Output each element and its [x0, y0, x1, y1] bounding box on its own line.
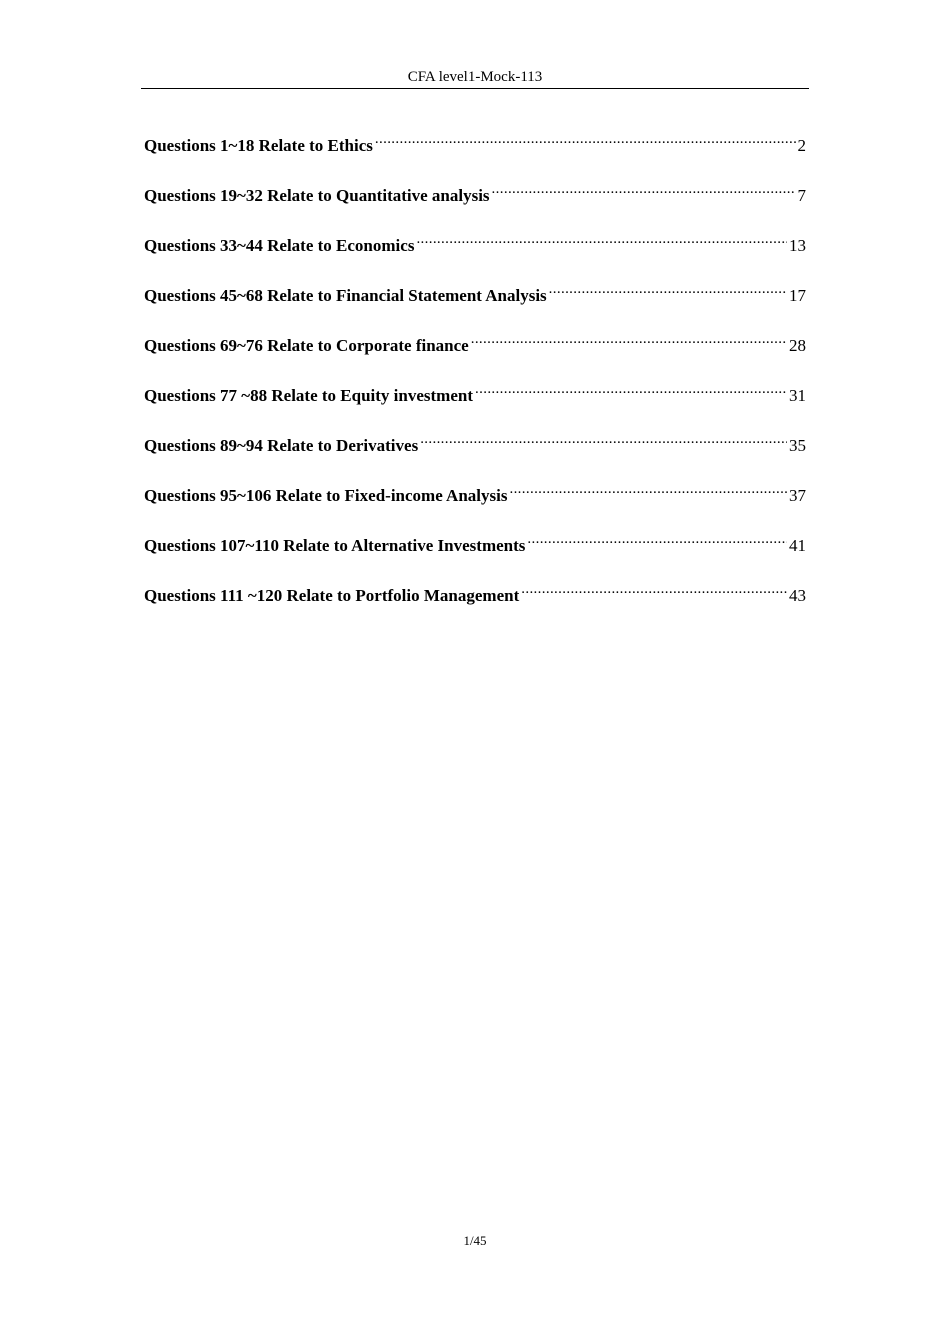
toc-entry-corporate-finance[interactable]: [144, 329, 806, 379]
toc-entry-page-number: 37: [789, 486, 806, 505]
toc-entry-quantitative-analysis[interactable]: [144, 179, 806, 229]
toc-entry-title: Questions 111 ~120 Relate to Portfolio Management: [144, 586, 520, 605]
toc-entry-title: Questions 107~110 Relate to Alternative Investments: [144, 536, 526, 555]
toc-entry-economics[interactable]: [144, 229, 806, 279]
toc-dot-leader: [549, 279, 787, 301]
toc-entry-title: Questions 45~68 Relate to Financial Statement Analysis: [144, 286, 547, 305]
toc-entry-fixed-income-analysis[interactable]: [144, 479, 806, 529]
table-of-contents: [144, 129, 806, 629]
toc-entry-ethics[interactable]: [144, 129, 806, 179]
toc-dot-leader: [527, 529, 787, 551]
toc-entry-title: Questions 69~76 Relate to Corporate finance: [144, 336, 469, 355]
toc-entry-page-number: 28: [789, 336, 806, 355]
toc-entry-page-number: 35: [789, 436, 806, 455]
toc-entry-title: Questions 89~94 Relate to Derivatives: [144, 436, 419, 455]
toc-dot-leader: [521, 579, 787, 601]
toc-entry-page-number: 41: [789, 536, 806, 555]
toc-dot-leader: [509, 479, 787, 501]
toc-entry-title: Questions 19~32 Relate to Quantitative analysis: [144, 186, 490, 205]
toc-entry-alternative-investments[interactable]: [144, 529, 806, 579]
toc-dot-leader: [375, 129, 796, 151]
toc-entry-portfolio-management[interactable]: [144, 579, 806, 629]
page-number-footer: 1/45: [463, 1233, 487, 1248]
toc-dot-leader: [420, 429, 787, 451]
toc-entry-page-number: 2: [797, 136, 806, 155]
toc-entry-page-number: 17: [789, 286, 806, 305]
toc-entry-derivatives[interactable]: [144, 429, 806, 479]
toc-entry-page-number: 43: [789, 586, 806, 605]
toc-entry-title: Questions 33~44 Relate to Economics: [144, 236, 415, 255]
toc-entry-title: Questions 95~106 Relate to Fixed-income Analysis: [144, 486, 508, 505]
page-header: CFA level1-Mock-113: [407, 69, 543, 85]
toc-entry-equity-investment[interactable]: [144, 379, 806, 429]
toc-entry-page-number: 31: [789, 386, 806, 405]
toc-entry-title: Questions 1~18 Relate to Ethics: [144, 136, 373, 155]
header-rule: [141, 88, 809, 89]
toc-dot-leader: [492, 179, 796, 201]
toc-dot-leader: [416, 229, 787, 251]
toc-entry-page-number: 7: [797, 186, 806, 205]
toc-dot-leader: [475, 379, 787, 401]
toc-dot-leader: [471, 329, 787, 351]
toc-entry-page-number: 13: [789, 236, 806, 255]
toc-entry-title: Questions 77 ~88 Relate to Equity investment: [144, 386, 474, 405]
toc-entry-financial-statement-analysis[interactable]: [144, 279, 806, 329]
